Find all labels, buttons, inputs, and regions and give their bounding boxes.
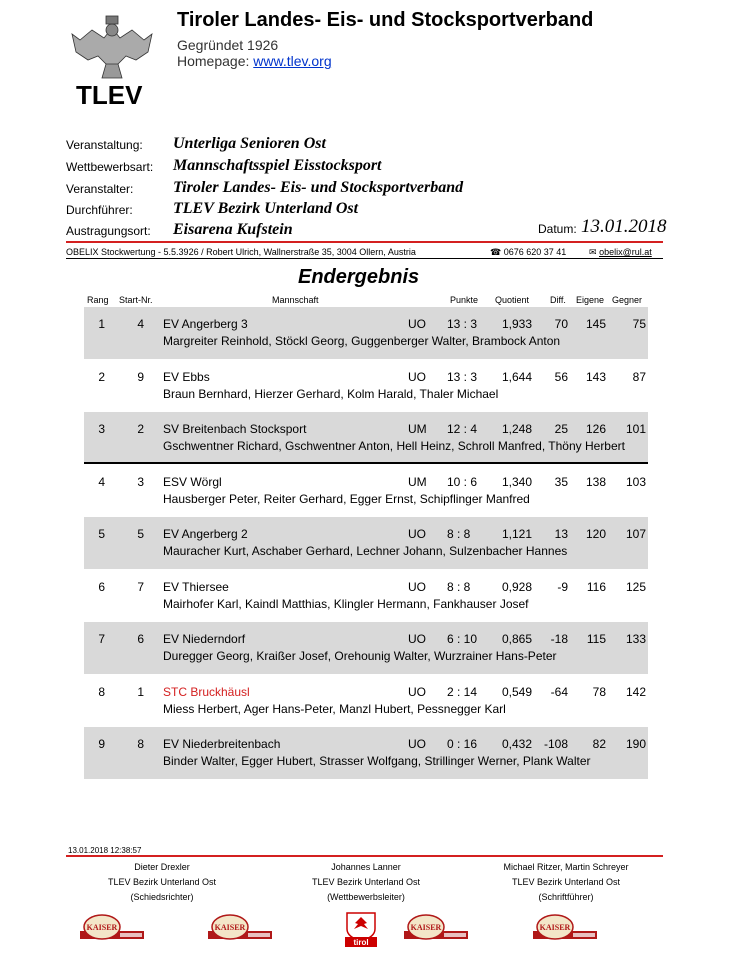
cell-start: 1 [137, 684, 144, 699]
cell-players: Hausberger Peter, Reiter Gerhard, Egger Ernst, Schipflinger Manfred [163, 491, 530, 506]
date-label: Datum: [538, 222, 577, 236]
phone-number: 0676 620 37 41 [503, 247, 567, 257]
svg-text:KAISER: KAISER [539, 923, 571, 932]
date-value: 13.01.2018 [581, 216, 667, 237]
cell-punkte: 13 : 3 [447, 369, 478, 384]
signature-block [276, 860, 456, 905]
svg-text:KAISER: KAISER [410, 923, 442, 932]
info-bottom-rule [66, 258, 663, 259]
cell-group: UO [408, 369, 426, 384]
col-header-punkte: Punkte [450, 295, 479, 305]
info-label-veranstalter: Veranstalter: [66, 182, 134, 196]
homepage-link[interactable]: www.tlev.org [253, 53, 332, 69]
signature-role: (Schriftführer) [538, 892, 594, 902]
table-separator-line [84, 462, 648, 464]
cell-group: UO [408, 684, 426, 699]
info-value-veranstaltung: Unterliga Senioren Ost [173, 135, 326, 152]
cell-eigene: 126 [585, 422, 606, 436]
col-header-rang: Rang [87, 295, 109, 305]
info-label-austragungsort: Austragungsort: [66, 224, 151, 238]
table-row-background [84, 412, 648, 464]
cell-quotient: 0,928 [501, 579, 532, 594]
phone-line [490, 247, 566, 258]
signature-org: TLEV Bezirk Unterland Ost [107, 877, 217, 887]
footer-red-divider [66, 855, 663, 857]
cell-gegner: 107 [625, 527, 646, 541]
cell-gegner: 190 [625, 737, 646, 751]
federation-title: Tiroler Landes- Eis- und Stocksportverband [177, 9, 594, 31]
signature-org: TLEV Bezirk Unterland Ost [311, 877, 421, 887]
cell-punkte: 2 : 14 [447, 684, 478, 699]
cell-group: UO [408, 632, 426, 646]
svg-text:TLEV: TLEV [76, 80, 143, 108]
founded-text: Gegründet 1926 [177, 37, 279, 53]
kaiser-logo [80, 913, 144, 943]
cell-quotient: 1,248 [501, 422, 532, 436]
info-value-durchfuehrer: TLEV Bezirk Unterland Ost [173, 200, 359, 217]
cell-eigene: 145 [585, 317, 606, 331]
cell-diff: 25 [554, 422, 568, 436]
cell-diff: -108 [543, 737, 568, 751]
cell-punkte: 12 : 4 [447, 422, 478, 436]
col-header-team: Mannschaft [272, 295, 319, 305]
cell-rang: 1 [98, 317, 105, 331]
cell-group: UO [408, 527, 426, 541]
cell-rang: 4 [98, 474, 105, 489]
info-label-wettbewerbsart: Wettbewerbsart: [66, 160, 154, 174]
cell-group: UO [408, 317, 426, 331]
cell-quotient: 1,340 [501, 474, 532, 489]
cell-start: 7 [137, 579, 144, 594]
cell-gegner: 125 [625, 579, 646, 594]
table-row-background [84, 517, 648, 569]
col-header-start: Start-Nr. [119, 295, 153, 305]
col-header-quotient: Quotient [495, 295, 530, 305]
cell-group: UM [408, 474, 427, 489]
cell-team: STC Bruckhäusl [163, 684, 250, 699]
cell-eigene: 120 [585, 527, 606, 541]
cell-start: 3 [137, 474, 144, 489]
table-row-background [84, 307, 648, 359]
kaiser-logo [533, 913, 597, 943]
email-line [589, 247, 652, 258]
col-header-eigene: Eigene [576, 295, 605, 305]
cell-team: EV Niederbreitenbach [163, 737, 281, 751]
cell-start: 6 [137, 632, 144, 646]
cell-gegner: 142 [625, 684, 646, 699]
cell-team: SV Breitenbach Stocksport [163, 422, 307, 436]
cell-start: 8 [137, 737, 144, 751]
cell-rang: 3 [98, 422, 105, 436]
cell-rang: 7 [98, 632, 105, 646]
signature-role: (Schiedsrichter) [130, 892, 194, 902]
cell-team: EV Niederndorf [163, 632, 246, 646]
cell-team: EV Angerberg 3 [163, 317, 248, 331]
cell-quotient: 0,549 [501, 684, 532, 699]
cell-team: ESV Wörgl [163, 474, 222, 489]
software-line: OBELIX Stockwertung - 5.5.3926 / Robert Ulrich, Wallnerstraße 35, 3004 Ollern, Austria [66, 247, 416, 257]
cell-punkte: 10 : 6 [447, 474, 478, 489]
cell-rang: 9 [98, 737, 105, 751]
cell-players: Braun Bernhard, Hierzer Gerhard, Kolm Harald, Thaler Michael [163, 386, 499, 401]
cell-quotient: 0,432 [501, 737, 532, 751]
cell-team: EV Thiersee [163, 579, 229, 594]
header-red-divider [66, 241, 663, 243]
info-label-veranstaltung: Veranstaltung: [66, 138, 143, 152]
info-value-wettbewerbsart: Mannschaftsspiel Eisstocksport [173, 157, 382, 174]
svg-text:KAISER: KAISER [214, 923, 246, 932]
cell-start: 4 [137, 317, 144, 331]
cell-eigene: 115 [586, 632, 606, 646]
table-row-background [84, 622, 648, 674]
cell-punkte: 8 : 8 [447, 579, 471, 594]
kaiser-logo [208, 913, 272, 943]
cell-team: EV Angerberg 2 [163, 527, 248, 541]
cell-diff: -18 [550, 632, 568, 646]
cell-diff: -64 [550, 684, 568, 699]
tirol-logo [341, 911, 381, 947]
homepage-line [177, 53, 332, 69]
cell-quotient: 1,121 [501, 527, 532, 541]
cell-punkte: 13 : 3 [447, 317, 478, 331]
cell-players: Mauracher Kurt, Aschaber Gerhard, Lechner Johann, Sulzenbacher Hannes [163, 544, 568, 558]
cell-start: 2 [137, 422, 144, 436]
homepage-label: Homepage: [177, 53, 254, 69]
cell-eigene: 143 [585, 369, 606, 384]
email-address[interactable]: obelix@rul.at [599, 247, 652, 257]
cell-diff: 13 [554, 527, 568, 541]
cell-team: EV Ebbs [163, 369, 210, 384]
cell-group: UO [408, 737, 426, 751]
cell-eigene: 116 [586, 579, 606, 594]
svg-text:tirol: tirol [353, 938, 369, 947]
cell-diff: 56 [554, 369, 568, 384]
info-value-veranstalter: Tiroler Landes- Eis- und Stocksportverband [173, 179, 464, 196]
info-value-austragungsort: Eisarena Kufstein [173, 221, 293, 238]
signature-role: (Wettbewerbsleiter) [327, 892, 405, 902]
signature-block [72, 860, 252, 905]
cell-gegner: 133 [625, 632, 646, 646]
cell-diff: 35 [554, 474, 568, 489]
cell-players: Margreiter Reinhold, Stöckl Georg, Guggenberger Walter, Brambock Anton [163, 334, 561, 348]
cell-players: Miess Herbert, Ager Hans-Peter, Manzl Hubert, Pessnegger Karl [163, 701, 506, 716]
cell-gegner: 75 [632, 317, 646, 331]
cell-punkte: 6 : 10 [447, 632, 478, 646]
cell-rang: 6 [98, 579, 105, 594]
cell-start: 5 [137, 527, 144, 541]
table-row-background [84, 727, 648, 779]
cell-rang: 8 [98, 684, 105, 699]
tlev-eagle-logo [62, 8, 162, 108]
cell-diff: -9 [557, 579, 568, 594]
cell-eigene: 82 [592, 737, 606, 751]
cell-punkte: 0 : 16 [447, 737, 478, 751]
cell-players: Duregger Georg, Kraißer Josef, Orehounig Walter, Wurzrainer Hans-Peter [163, 649, 557, 663]
cell-eigene: 78 [592, 684, 606, 699]
signature-name: Johannes Lanner [331, 862, 401, 872]
cell-punkte: 8 : 8 [447, 527, 471, 541]
cell-players: Binder Walter, Egger Hubert, Strasser Wolfgang, Strillinger Werner, Plank Walter [163, 754, 591, 768]
kaiser-logo [404, 913, 468, 943]
col-header-gegner: Gegner [612, 295, 643, 305]
cell-diff: 70 [554, 317, 568, 331]
phone-icon: ☎ [490, 247, 502, 257]
cell-start: 9 [137, 369, 144, 384]
signature-name: Dieter Drexler [134, 862, 190, 872]
print-timestamp: 13.01.2018 12:38:57 [68, 846, 142, 855]
signature-name: Michael Ritzer, Martin Schreyer [503, 862, 629, 872]
cell-gegner: 87 [632, 369, 646, 384]
cell-players: Gschwentner Richard, Gschwentner Anton, Hell Heinz, Schroll Manfred, Thöny Herbert [163, 439, 625, 453]
cell-players: Mairhofer Karl, Kaindl Matthias, Klingler Hermann, Fankhauser Josef [163, 596, 529, 611]
col-header-diff: Diff. [550, 295, 566, 305]
results-title: Endergebnis [298, 266, 420, 288]
cell-eigene: 138 [585, 474, 606, 489]
cell-quotient: 0,865 [501, 632, 532, 646]
cell-group: UM [408, 422, 427, 436]
cell-group: UO [408, 579, 426, 594]
svg-text:KAISER: KAISER [86, 923, 118, 932]
info-label-durchfuehrer: Durchführer: [66, 203, 133, 217]
cell-rang: 5 [98, 527, 105, 541]
cell-quotient: 1,933 [501, 317, 532, 331]
cell-gegner: 103 [625, 474, 646, 489]
signature-block [476, 860, 656, 905]
cell-quotient: 1,644 [501, 369, 532, 384]
cell-gegner: 101 [625, 422, 646, 436]
mail-icon: ✉ [589, 247, 597, 257]
cell-rang: 2 [98, 369, 105, 384]
signature-org: TLEV Bezirk Unterland Ost [511, 877, 621, 887]
